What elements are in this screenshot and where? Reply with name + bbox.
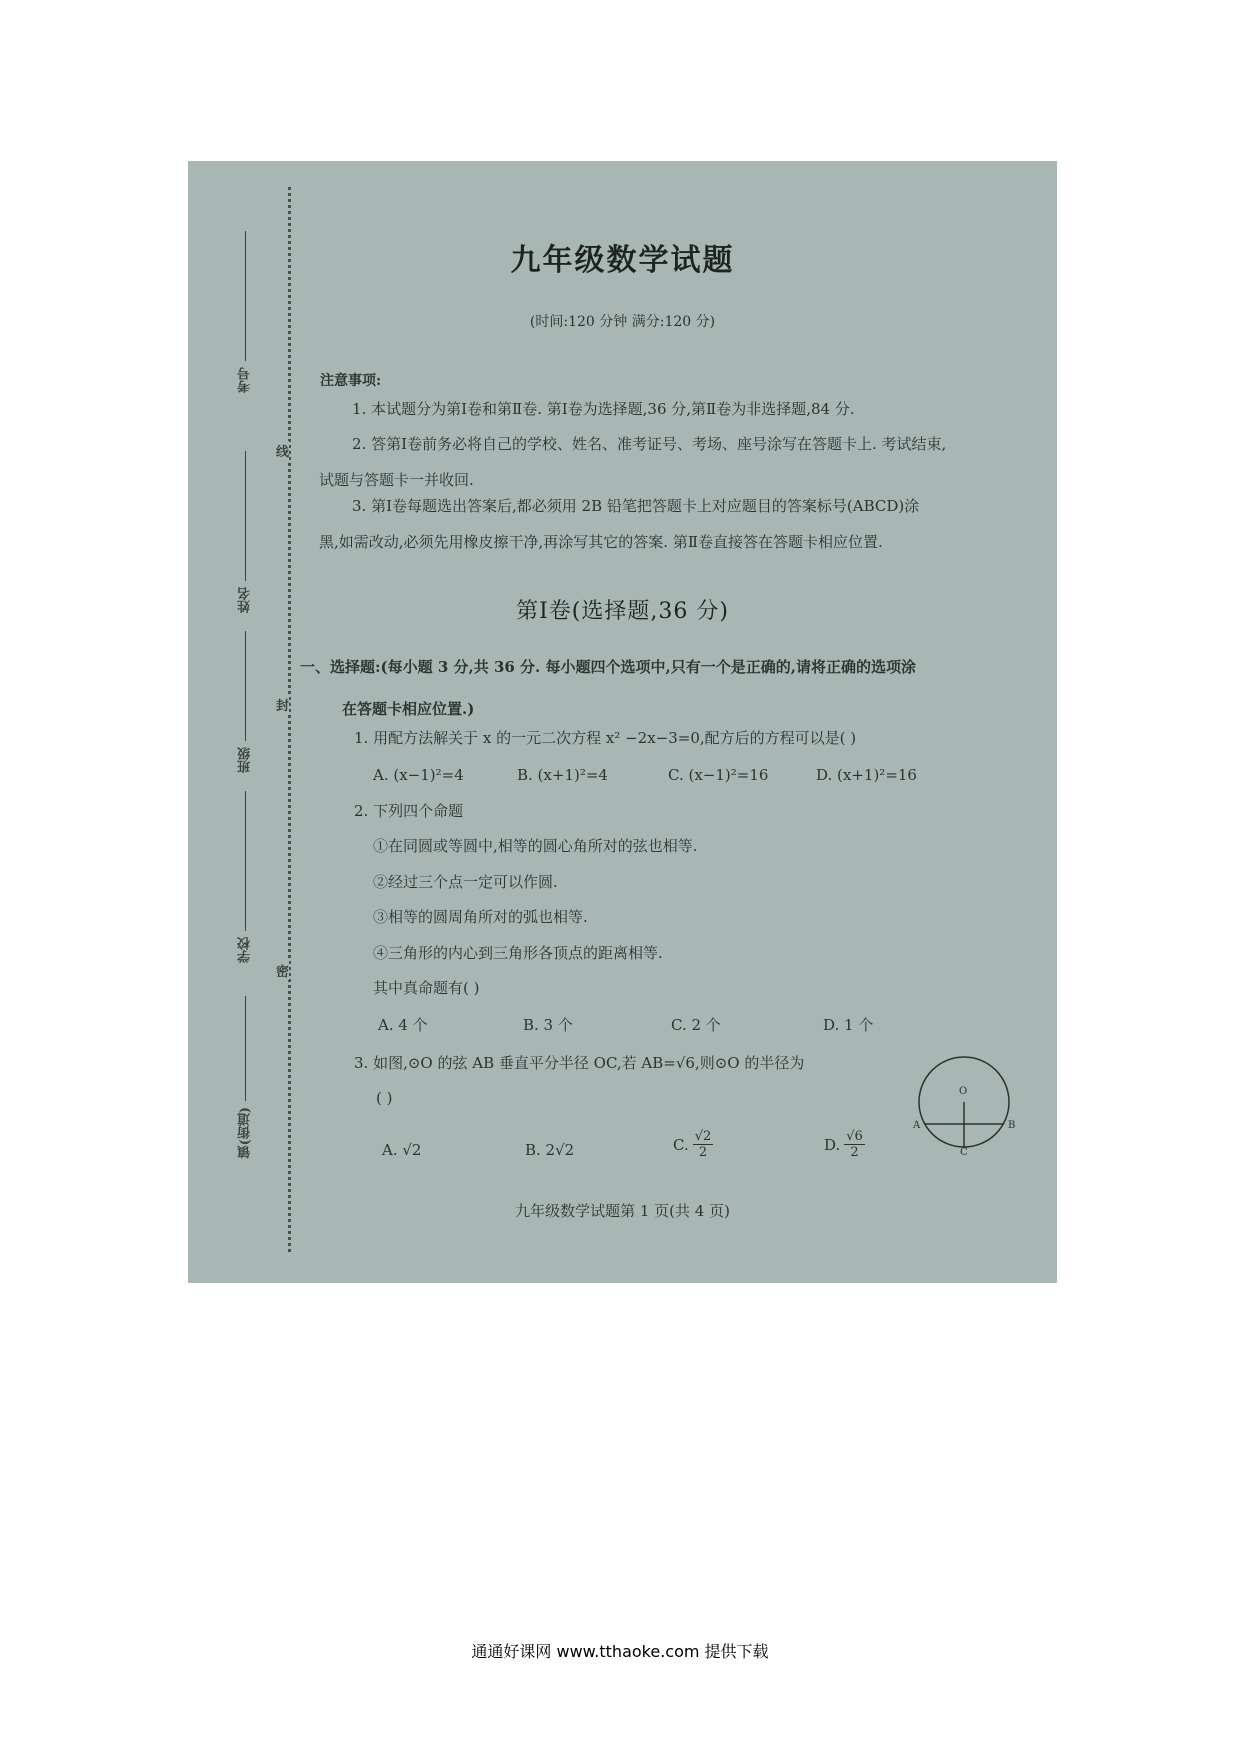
seal-dotted-line [288,187,291,1252]
notice-item-3a: 3. 第Ⅰ卷每题选出答案后,都必须用 2B 铅笔把答题卡上对应题目的答案标号(ABCD)涂 [352,497,920,515]
q3-option-d-label: D. [824,1135,841,1154]
q2-question: 其中真命题有( ) [373,979,480,997]
part1-instruction-1: 一、选择题:(每小题 3 分,共 36 分. 每小题四个选项中,只有一个是正确的,请将正确的选项涂 [300,658,916,676]
exam-photo [188,161,1057,1283]
q3-option-c-denominator: 2 [698,1145,708,1160]
q2-statement-2: ②经过三个点一定可以作圆. [373,873,558,891]
point-b-label: B [1008,1120,1016,1131]
name-label: 姓名 [237,587,253,613]
town-field [226,996,264,1158]
part1-instruction-2: 在答题卡相应位置.) [342,700,475,718]
name-field [226,451,264,613]
notice-item-2a: 2. 答第Ⅰ卷前务必将自己的学校、姓名、准考证号、考场、座号涂写在答题卡上. 考试结束, [352,435,947,453]
q1-stem: 1. 用配方法解关于 x 的一元二次方程 x² −2x−3=0,配方后的方程可以是( ) [354,729,857,747]
q3-option-c-label: C. [673,1135,689,1154]
q3-option-c [673,1129,713,1160]
q1-option-c: C. (x−1)²=16 [668,766,769,784]
q1-option-b: B. (x+1)²=4 [517,766,608,784]
exam-number-label: 考号 [237,367,253,393]
exam-title: 九年级数学试题 [510,243,735,278]
q1-option-a: A. (x−1)²=4 [373,766,464,784]
section-title: 第Ⅰ卷(选择题,36 分) [516,599,729,624]
q3-option-d [824,1129,865,1160]
school-label: 学校 [237,937,253,963]
q3-option-d-fraction [844,1129,865,1160]
point-o-label: O [959,1086,968,1097]
q3-option-c-fraction [693,1129,714,1160]
q3-option-a: A. √2 [382,1141,422,1159]
notice-item-2b: 试题与答题卡一并收回. [319,471,474,489]
circle-figure [913,1056,1023,1156]
q2-option-b: B. 3 个 [523,1016,573,1034]
notice-item-1: 1. 本试题分为第Ⅰ卷和第Ⅱ卷. 第Ⅰ卷为选择题,36 分,第Ⅱ卷为非选择题,84 分. [352,400,855,418]
q3-option-b: B. 2√2 [525,1141,575,1159]
q2-stem: 2. 下列四个命题 [354,802,464,820]
seal-mi: 密 [276,961,289,980]
exam-subtitle: (时间:120 分钟 满分:120 分) [529,314,716,330]
q2-statement-1: ①在同圆或等圆中,相等的圆心角所对的弦也相等. [373,837,698,855]
q2-option-c: C. 2 个 [671,1016,721,1034]
q3-option-d-numerator: √6 [846,1129,863,1144]
point-a-label: A [913,1120,921,1131]
notice-item-3b: 黑,如需改动,必须先用橡皮擦干净,再涂写其它的答案. 第Ⅱ卷直接答在答题卡相应位置. [319,533,883,551]
q2-statement-3: ③相等的圆周角所对的弧也相等. [373,908,588,926]
seal-xian: 线 [276,441,289,460]
town-label: 镇(街道) [237,1107,253,1159]
q3-paren: ( ) [376,1089,393,1107]
q3-option-d-denominator: 2 [850,1145,859,1160]
point-c-label: C [960,1147,968,1156]
q3-option-c-numerator: √2 [694,1129,712,1144]
q2-option-a: A. 4 个 [378,1016,428,1034]
q3-stem: 3. 如图,⊙O 的弦 AB 垂直平分半径 OC,若 AB=√6,则⊙O 的半径为 [354,1054,805,1072]
notice-heading: 注意事项: [320,373,382,389]
class-label: 班级 [237,747,253,773]
site-footer: 通通好课网 www.tthaoke.com 提供下载 [471,1642,769,1661]
school-line [245,791,246,931]
school-field [226,791,264,963]
town-line [245,996,246,1101]
class-line [245,631,246,741]
q2-option-d: D. 1 个 [823,1016,874,1034]
class-field [226,631,264,773]
q2-statement-4: ④三角形的内心到三角形各顶点的距离相等. [373,944,663,962]
name-line [245,451,246,581]
q1-option-d: D. (x+1)²=16 [816,766,917,784]
seal-feng: 封 [276,695,289,714]
page-number-footer: 九年级数学试题第 1 页(共 4 页) [515,1202,730,1220]
